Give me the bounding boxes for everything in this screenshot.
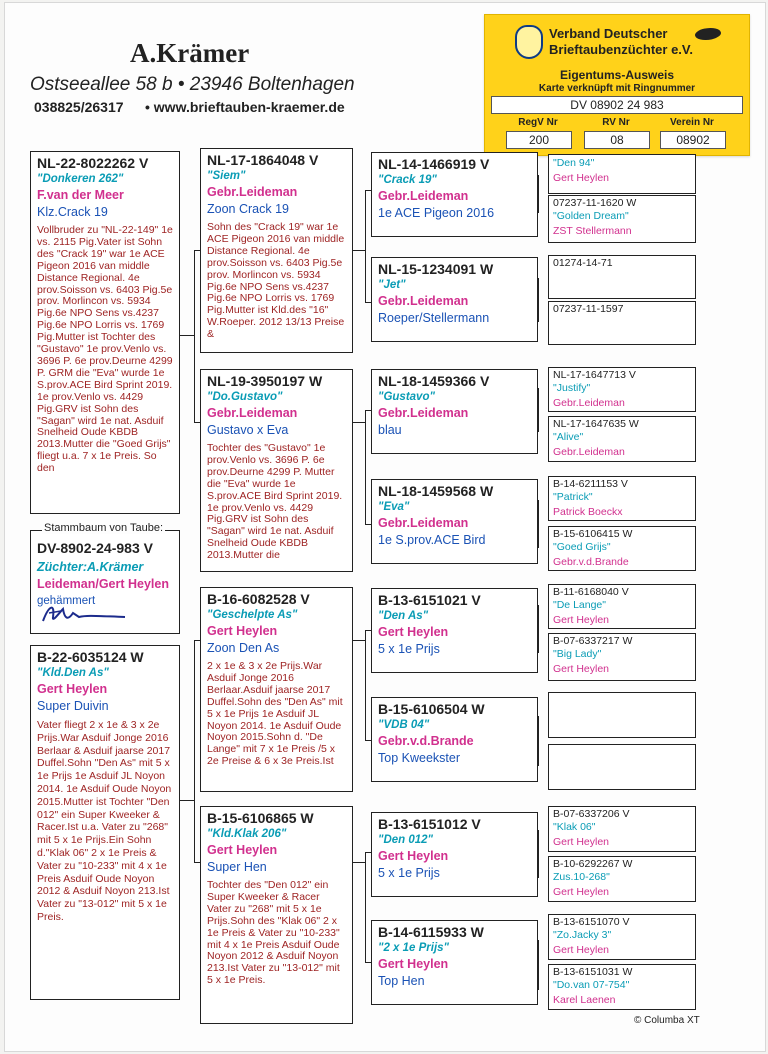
great-grandparent-box — [371, 479, 538, 564]
description: Roeper/Stellermann — [378, 311, 490, 325]
card-org-line2: Brieftaubenzüchter e.V. — [549, 42, 694, 57]
ring-number: NL-18-1459366 V — [378, 373, 490, 389]
subject-box — [30, 530, 180, 634]
description: Super Hen — [207, 860, 267, 874]
ancestor-box — [548, 914, 696, 960]
connector — [538, 278, 539, 322]
breeder: Gert Heylen — [553, 944, 610, 956]
copyright: © Columba XT — [634, 1015, 700, 1026]
connector — [180, 800, 194, 801]
ring-number: NL-15-1234091 W — [378, 261, 494, 277]
breeder: Gebr.Leideman — [378, 189, 469, 203]
ring-number: B-07-6337217 W — [553, 635, 633, 647]
ancestor-box — [548, 806, 696, 852]
breeder: Gert Heylen — [553, 172, 610, 184]
ring-number: 07237-11-1597 — [553, 303, 624, 315]
owner-website: • www.brieftauben-kraemer.de — [145, 99, 345, 115]
ring-number: 01274-14-71 — [553, 257, 613, 269]
description: 1e S.prov.ACE Bird — [378, 533, 486, 547]
dam-breeder: Gert Heylen — [37, 682, 108, 696]
owner-phone: 038825/26317 — [34, 99, 124, 115]
card-org-line1: Verband Deutscher — [549, 26, 668, 41]
connector — [194, 640, 195, 862]
grandparent-box — [200, 806, 353, 1024]
subject-owners: Leideman/Gert Heylen — [37, 577, 169, 591]
great-grandparent-box — [371, 697, 538, 782]
ring-number: B-13-6151012 V — [378, 816, 481, 832]
connector — [538, 388, 539, 432]
ring-number: NL-17-1647713 V — [553, 369, 636, 381]
breeder: Patrick Boeckx — [553, 506, 623, 518]
connector — [353, 250, 365, 251]
ancestor-box-empty — [548, 692, 696, 738]
card-label-rv: RV Nr — [602, 117, 630, 128]
card-label-regv: RegV Nr — [518, 117, 558, 128]
breeder: Gert Heylen — [207, 624, 278, 638]
breeder: Gebr.Leideman — [207, 185, 298, 199]
ring-number: B-16-6082528 V — [207, 591, 310, 607]
breeder: Gebr.Leideman — [207, 406, 298, 420]
ancestor-box — [548, 195, 696, 243]
owner-name: A.Krämer — [130, 38, 250, 68]
pigeon-name: "Den As" — [378, 610, 429, 622]
ring-number: NL-17-1647635 W — [553, 418, 639, 430]
great-grandparent-box — [371, 920, 538, 1005]
breeder: Gebr.v.d.Brande — [553, 556, 629, 568]
breeder: Gebr.Leideman — [378, 294, 469, 308]
connector — [180, 335, 194, 336]
connector — [353, 640, 365, 641]
grandparent-box — [200, 369, 353, 572]
connector — [538, 175, 539, 213]
breeder: Gebr.Leideman — [553, 397, 625, 409]
ownership-card — [484, 14, 750, 156]
ring-number: B-07-6337206 V — [553, 808, 630, 820]
ring-number: 07237-11-1620 W — [553, 197, 637, 209]
breeder: Gert Heylen — [378, 849, 449, 863]
card-subtitle: Karte verknüpft mit Ringnummer — [538, 83, 696, 94]
breeder: Gebr.Leideman — [553, 446, 625, 458]
great-grandparent-box — [371, 812, 538, 897]
ring-number: B-14-6115933 W — [378, 924, 484, 940]
ring-number: B-15-6106865 W — [207, 810, 314, 826]
dam-performance-notes: Vater fliegt 2 x 1e & 3 x 2e Prijs.War Asduif Jonge 2016 Berlaar & Asduif jaarse 2017 Duffel.Sohn "Den As" mit 5 x 1e Prijs 1e Asduif JL Noyon 2014. 1e Asduif Oude Noyon 2015.Mutter ist Tochter "Den 012" ein Super Kweeker & Racer.Ist u.a. Vater zu "268" mit 5 x 1e Prijs.Ein Sohn d."Klak 06" 2 x 1e Preis & Vater zu "10-233" mit 4 x 1e Preis Asduif Oude Noyon 2012 & Asduif Noyon 213.Ist Vater zu "13-012" mit 5 x 1e Preis. — [37, 719, 172, 923]
breeder: Gebr.Leideman — [378, 516, 469, 530]
ring-number: NL-17-1864048 V — [207, 152, 319, 168]
pigeon-name: "Crack 19" — [378, 174, 437, 186]
description: Top Hen — [378, 974, 425, 988]
pigeon-name: "Siem" — [207, 170, 246, 182]
subject-ring-number: DV-8902-24-983 V — [37, 540, 153, 556]
pigeon-name: "Jet" — [378, 279, 406, 291]
connector — [353, 422, 365, 423]
performance-notes: Tochter des "Den 012" ein Super Kweeker & Racer Vater zu "268" mit 5 x 1e Prijs.Sohn des "Klak 06" 2 x 1e Preis & Vater zu "10-233" mit 4 x 1e Preis Asduif Oude Noyon 2012 & Asduif Noyon 213.Ist Vater zu "13-012" mit 5 x 1e Preis. — [207, 879, 340, 987]
ring-number: B-15-6106415 W — [553, 528, 633, 540]
pigeon-name: "Big Lady" — [553, 648, 602, 660]
ancestor-box — [548, 633, 696, 681]
pigeon-name: "Kld.Klak 206" — [207, 828, 287, 840]
dam-description: Super Duivin — [37, 699, 109, 713]
ancestor-box — [548, 255, 696, 299]
breeder: ZST Stellermann — [553, 225, 632, 237]
pigeon-name: "Geschelpte As" — [207, 609, 298, 621]
dam-pigeon-name: "Kld.Den As" — [37, 667, 109, 679]
ancestor-box — [548, 367, 696, 412]
pigeon-name: "Gustavo" — [378, 391, 435, 403]
pigeon-name: "Klak 06" — [553, 821, 596, 833]
card-value-regv: 200 — [506, 131, 572, 149]
ancestor-box — [548, 476, 696, 521]
performance-notes: Sohn des "Crack 19" war 1e ACE Pigeon 2016 van middle Distance Regional. 4e prov.Soisson vs. 6403 Pig.5e prov. Morlincon vs. 5934 Pig.6e NPO Sens vs.4237 Pig.6e NPO Lorris vs. 1769 Pig.Mutter ist Kld.des "16" W.Roeper. 2012 13/13 Preise & — [207, 221, 345, 341]
ring-number: B-10-6292267 W — [553, 858, 633, 870]
ring-number: NL-19-3950197 W — [207, 373, 323, 389]
subject-breeder-label: Züchter:A.Krämer — [37, 560, 144, 574]
card-title: Eigentums-Ausweis — [559, 68, 675, 82]
connector — [365, 410, 366, 524]
card-value-verein: 08902 — [660, 131, 726, 149]
pigeon-name: "VDB 04" — [378, 719, 430, 731]
ring-number: NL-14-1466919 V — [378, 156, 490, 172]
pigeon-name: "Zo.Jacky 3" — [553, 929, 612, 941]
vdb-seal-icon — [515, 25, 543, 59]
connector — [538, 940, 539, 990]
breeder: Karel Laenen — [553, 994, 616, 1006]
description: 1e ACE Pigeon 2016 — [378, 206, 495, 220]
subject-description: gehämmert — [37, 595, 96, 607]
connector — [538, 830, 539, 878]
ring-number: B-13-6151021 V — [378, 592, 481, 608]
pigeon-name: "Goed Grijs" — [553, 541, 611, 553]
ring-number: B-13-6151031 W — [553, 966, 633, 978]
ancestor-box — [548, 526, 696, 571]
breeder: Gert Heylen — [553, 836, 610, 848]
breeder: Gebr.Leideman — [378, 406, 469, 420]
pigeon-name: Zus.10-268" — [553, 871, 610, 883]
sire-ring-number: NL-22-8022262 V — [37, 155, 149, 171]
pigeon-name: "Golden Dream" — [553, 210, 629, 222]
pigeon-name: "Den 012" — [378, 834, 434, 846]
card-ring-number: DV 08902 24 983 — [491, 96, 743, 114]
breeder: Gert Heylen — [553, 886, 610, 898]
sire-pigeon-name: "Donkeren 262" — [37, 173, 124, 185]
ring-number: B-14-6211153 V — [553, 478, 628, 490]
dam-box — [30, 645, 180, 1000]
ancestor-box — [548, 856, 696, 902]
great-grandparent-box — [371, 257, 538, 342]
owner-address: Ostseeallee 58 b • 23946 Boltenhagen — [30, 74, 355, 95]
description: blau — [378, 423, 402, 437]
ancestor-box-empty — [548, 744, 696, 790]
signature-icon — [39, 601, 129, 627]
description: Zoon Crack 19 — [207, 202, 289, 216]
performance-notes: Tochter des "Gustavo" 1e prov.Venlo vs. 3696 P. 6e prov.Deurne 4299 P. Mutter die "Eva" wurde 1e S.prov.ACE Bird Sprint 2019. 1e prov.Venlo vs. 4429 Pig.GRV ist Sohn des "Sagan" wird 1e nat. Asduif Snelheid Oude KBDB 2013.Mutter die — [207, 442, 343, 562]
pigeon-name: "De Lange" — [553, 599, 606, 611]
sire-breeder: F.van der Meer — [37, 188, 124, 202]
description: Top Kweekster — [378, 751, 460, 765]
connector — [353, 862, 365, 863]
connector — [365, 190, 366, 302]
ring-number: NL-18-1459568 W — [378, 483, 494, 499]
pigeon-name: "Do.Gustavo" — [207, 391, 283, 403]
ancestor-box — [548, 301, 696, 345]
great-grandparent-box — [371, 152, 538, 237]
connector — [538, 605, 539, 653]
description: Zoon Den As — [207, 641, 280, 655]
pigeon-name: "Eva" — [378, 501, 410, 513]
connector — [194, 250, 195, 422]
card-value-rv: 08 — [584, 131, 650, 149]
breeder: Gert Heylen — [553, 614, 610, 626]
connector — [365, 852, 366, 962]
ancestor-box — [548, 416, 696, 462]
grandparent-box — [200, 587, 353, 792]
ancestor-box — [548, 584, 696, 629]
ancestor-box — [548, 154, 696, 194]
breeder: Gert Heylen — [553, 663, 610, 675]
pigeon-name: "Alive" — [553, 431, 584, 443]
pigeon-name: "Justify" — [553, 382, 591, 394]
card-organization — [549, 26, 693, 58]
breeder: Gebr.v.d.Brande — [378, 734, 474, 748]
breeder: Gert Heylen — [207, 843, 278, 857]
description: 5 x 1e Prijs — [378, 642, 440, 656]
pigeon-name: "2 x 1e Prijs" — [378, 942, 450, 954]
ancestor-box — [548, 964, 696, 1010]
pigeon-name: "Den 94" — [553, 157, 595, 169]
sire-description: Klz.Crack 19 — [37, 205, 108, 219]
pigeon-name: "Patrick" — [553, 491, 593, 503]
ring-number: B-13-6151070 V — [553, 916, 630, 928]
breeder: Gert Heylen — [378, 957, 449, 971]
great-grandparent-box — [371, 588, 538, 673]
description: Gustavo x Eva — [207, 423, 289, 437]
pigeon-icon — [694, 25, 722, 42]
grandparent-box — [200, 148, 353, 353]
description: 5 x 1e Prijs — [378, 866, 440, 880]
great-grandparent-box — [371, 369, 538, 454]
dam-ring-number: B-22-6035124 W — [37, 649, 144, 665]
sire-performance-notes: Vollbruder zu "NL-22-149" 1e vs. 2115 Pig.Vater ist Sohn des "Crack 19" war 1e ACE Pigeon 2016 van middle Distance Regional. 4e prov.Soisson vs. 6403 Pig.5e prov. Morlincon vs. 5934 Pig.6e NPO Sens vs.4237 Pig.6e NPO Lorris vs. 1769 Pig.Mutter ist Tochter des "Gustavo" 1e prov.Venlo vs. 3696 P. 6e prov.Deurne 4299 P. GRM die "Eva" wurde 1e S.prov.ACE Bird Sprint 2019. 1e prov.Venlo vs. 4429 Pig.GRV ist Sohn des "Sagan" wird 1e nat. Asduif Snelheid Oude KBDB 2013.Mutter die "Goed Grijs" fliegt u.a. 7 x 1e Preis. So den — [37, 224, 173, 475]
ring-number: B-11-6168040 V — [553, 586, 629, 598]
performance-notes: 2 x 1e & 3 x 2e Prijs.War Asduif Jonge 2016 Berlaar.Asduif jaarse 2017 Duffel.Sohn des "Den As" mit 5 x 1e Prijs 1e Asduif JL Noyon 2014. 1e Asduif Oude Noyon 2015.Sohn d. "De Lange" mit 7 x 1e Preis /5 x 2e Preise & 6 x 3e Preis.Ist — [207, 660, 343, 768]
pigeon-name: "Do.van 07-754" — [553, 979, 630, 991]
breeder: Gert Heylen — [378, 625, 449, 639]
connector — [538, 716, 539, 766]
connector — [365, 630, 366, 740]
card-label-verein: Verein Nr — [670, 117, 714, 128]
sire-box — [30, 151, 180, 514]
pedigree-caption: Stammbaum von Taube: — [44, 522, 164, 534]
ring-number: B-15-6106504 W — [378, 701, 485, 717]
connector — [538, 500, 539, 548]
